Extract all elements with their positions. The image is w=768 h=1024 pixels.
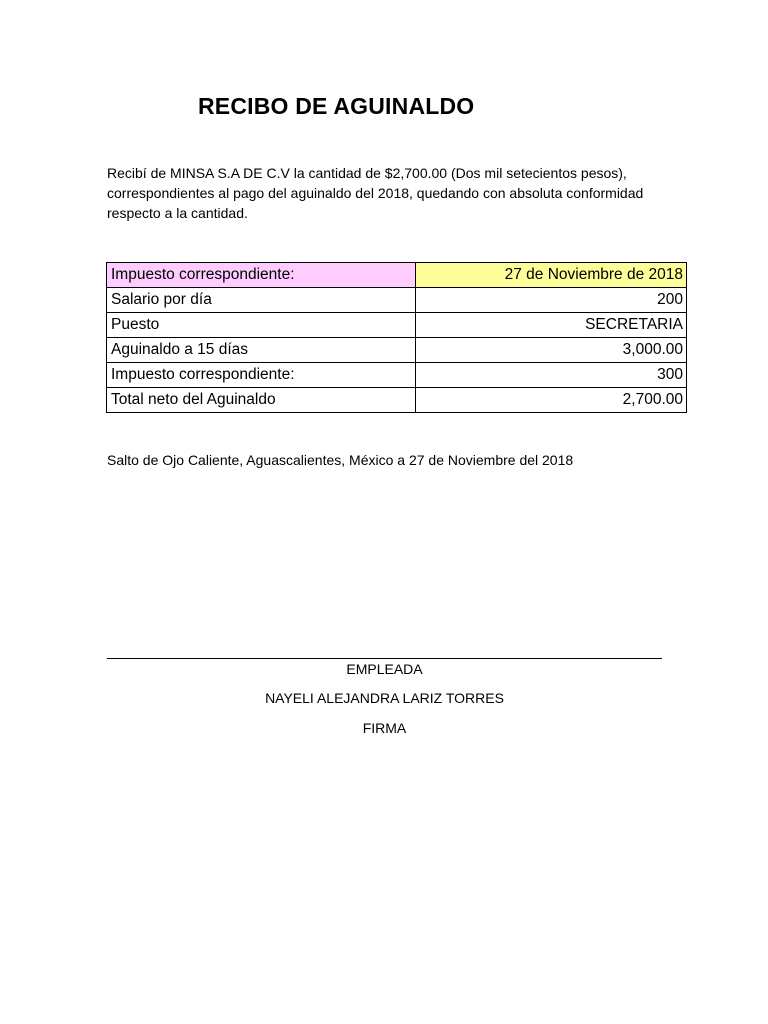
signature-line: [107, 658, 662, 659]
row-label: Total neto del Aguinaldo: [107, 388, 416, 413]
row-label: Aguinaldo a 15 días: [107, 338, 416, 363]
row-value: 27 de Noviembre de 2018: [416, 263, 687, 288]
row-value: SECRETARIA: [416, 313, 687, 338]
row-label: Impuesto correspondiente:: [107, 263, 416, 288]
signature-label: FIRMA: [362, 720, 407, 736]
table-row: [107, 363, 687, 388]
place-and-date: Salto de Ojo Caliente, Aguascalientes, México a 27 de Noviembre del 2018: [107, 452, 574, 468]
table-row: [107, 263, 687, 288]
table-row: [107, 313, 687, 338]
receipt-statement: Recibí de MINSA S.A DE C.V la cantidad de $2,700.00 (Dos mil setecientos pesos), correspondientes al pago del aguinaldo del 2018, quedando con absoluta conformidad respecto a la cantidad.: [107, 165, 644, 221]
row-label: Impuesto correspondiente:: [107, 363, 416, 388]
row-value: 2,700.00: [416, 388, 687, 413]
table-row: [107, 288, 687, 313]
table-row: [107, 388, 687, 413]
table-row: [107, 338, 687, 363]
row-label: Puesto: [107, 313, 416, 338]
row-value: 200: [416, 288, 687, 313]
row-value: 3,000.00: [416, 338, 687, 363]
receipt-details-table: [106, 262, 687, 413]
row-label: Salario por día: [107, 288, 416, 313]
signature-role: EMPLEADA: [346, 661, 423, 677]
signature-name: NAYELI ALEJANDRA LARIZ TORRES: [265, 690, 504, 706]
row-value: 300: [416, 363, 687, 388]
page-title: RECIBO DE AGUINALDO: [198, 93, 475, 119]
